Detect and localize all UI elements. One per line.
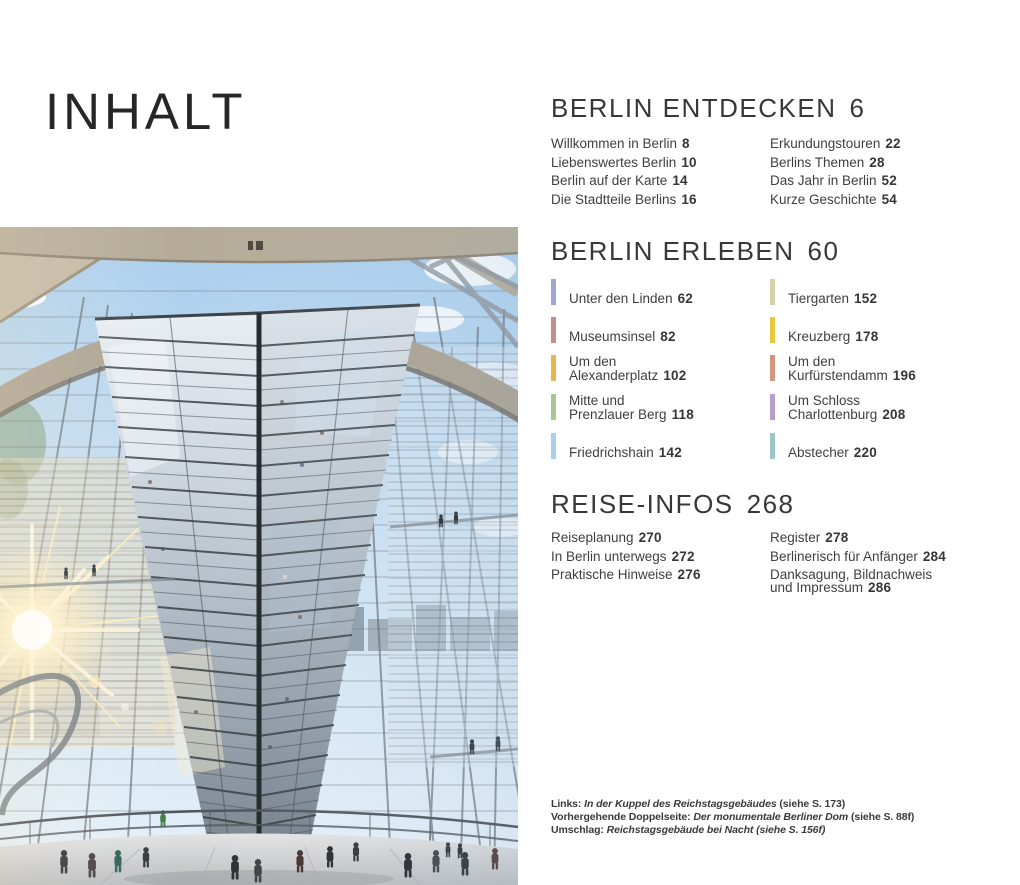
toc-entry-page-number: 196 [892,367,916,383]
toc-entry [770,279,981,305]
toc-entry-page-number: 286 [868,580,892,595]
toc-entry-page-number: 278 [825,530,849,545]
toc-entry-line: Museumsinsel 82 [569,328,676,344]
toc-column [551,279,770,471]
toc-entry-page-number: 54 [881,191,897,207]
chapter-color-bar [551,317,556,343]
toc-entry [551,355,770,382]
toc-entry-line: Kurfürstendamm 196 [788,367,916,383]
toc-entry-line: Um Schloss [788,393,861,408]
toc-entry-page-number: 208 [882,406,906,422]
toc-entry [770,433,981,459]
chapter-color-bar [551,355,556,381]
caption-line: Umschlag: Reichstagsgebäude bei Nacht (siehe S. 156f) [551,824,826,836]
toc-entry-page-number: 272 [671,548,695,564]
caption-line: Vorhergehende Doppelseite: Der monumentale Berliner Dom (siehe S. 88f) [551,811,915,823]
toc-entry-line: Um den [569,354,617,369]
toc-entry-line: Abstecher 220 [788,444,877,460]
toc-entry-label [788,355,916,382]
toc-entry [551,394,770,421]
toc-entry [551,531,770,544]
toc-entry-line: Berlinerisch für Anfänger 284 [770,548,946,564]
caption-line: Links: In der Kuppel des Reichstagsgebäudes (siehe S. 173) [551,798,846,810]
toc-entry-label [569,355,686,382]
toc-entry [770,355,981,382]
toc-entry [770,193,981,206]
chapter-color-bar [770,355,775,381]
toc-entry-page-number: 276 [677,567,701,582]
toc-entry-page-number: 152 [854,290,878,306]
toc-entry-line: Friedrichshain 142 [569,444,682,460]
toc-entry-line: Willkommen in Berlin 8 [551,136,690,151]
toc-entry-page-number: 102 [663,367,687,383]
toc-entry-line: Berlin auf der Karte 14 [551,173,688,188]
toc-entry-line: Um den [788,354,836,369]
toc-entry-line: Die Stadtteile Berlins 16 [551,191,697,207]
toc-entry-line: Praktische Hinweise 276 [551,567,701,582]
toc-entry-label [788,394,905,421]
chapter-color-bar [770,279,775,305]
toc-entry [551,317,770,343]
toc-entry-page-number: 22 [885,136,901,151]
section-heading-label: REISE-INFOS [551,489,734,519]
toc-entry-line: Erkundungstouren 22 [770,136,901,151]
toc-entry [551,174,770,187]
section-page-number: 6 [849,93,866,123]
toc-entry-line: Reiseplanung 270 [551,530,662,545]
toc-entry-page-number: 284 [922,548,946,564]
toc-entry-label [788,317,878,343]
toc-entry-line: Kurze Geschichte 54 [770,191,897,207]
toc-entry-line: In Berlin unterwegs 272 [551,548,695,564]
section-heading [551,95,981,121]
photo-captions [551,798,981,837]
toc-entry [770,531,981,544]
toc-entry-line: und Impressum 286 [770,580,892,595]
toc-entry-page-number: 178 [855,328,879,344]
section-heading-label: BERLIN ERLEBEN [551,236,795,266]
section-page-number: 60 [807,236,840,266]
toc-entry [770,550,981,563]
toc-entry-label [569,394,694,421]
toc-entry-page-number: 270 [638,530,662,545]
toc-entry-label [788,279,877,305]
toc-entry-line: Unter den Linden 62 [569,290,693,306]
toc-entry-label [569,279,693,305]
chapter-color-bar [770,394,775,420]
toc-entry-page-number: 142 [658,444,682,460]
toc-entry [551,137,770,150]
toc-entry-line: Charlottenburg 208 [788,406,906,422]
toc-entry [770,137,981,150]
toc-entry-page-number: 82 [660,328,676,344]
toc-entry-page-number: 14 [672,173,688,188]
toc-entry-page-number: 16 [681,191,697,207]
section-heading-label: BERLIN ENTDECKEN [551,93,837,123]
toc-entry-line: Berlins Themen 28 [770,154,885,170]
toc-entry-line: Register 278 [770,530,849,545]
toc-entry [551,550,770,563]
table-of-contents [551,95,981,600]
toc-column [551,531,770,600]
toc-entry-page-number: 62 [677,290,693,306]
toc-entry-line: Tiergarten 152 [788,290,878,306]
section-heading [551,491,981,517]
section-page-number: 268 [746,489,795,519]
toc-entry [770,156,981,169]
toc-entry-page-number: 118 [671,406,694,422]
toc-entry [551,193,770,206]
toc-entry-label [788,433,877,459]
toc-entry [551,568,770,581]
page-title: INHALT [45,83,247,140]
toc-entry-line: Prenzlauer Berg 118 [569,406,694,422]
reichstag-dome-photo [0,227,518,885]
toc-section-berlin-erleben [551,238,981,471]
chapter-color-bar [770,433,775,459]
toc-entry-line: Liebenswertes Berlin 10 [551,154,697,170]
toc-entry-line: Alexanderplatz 102 [569,367,687,383]
chapter-color-bar [551,279,556,305]
toc-entry [770,174,981,187]
toc-entry [551,279,770,305]
toc-section-berlin-entdecken [551,95,981,211]
toc-entry-line: Das Jahr in Berlin 52 [770,173,897,188]
toc-column [551,137,770,211]
section-heading [551,238,981,264]
toc-entry [770,568,981,594]
toc-column [770,531,981,600]
chapter-color-bar [770,317,775,343]
toc-entry [551,156,770,169]
toc-entry [770,394,981,421]
toc-entry-page-number: 8 [682,136,690,151]
chapter-color-bar [551,433,556,459]
chapter-color-bar [551,394,556,420]
toc-entry [551,433,770,459]
toc-column [770,137,981,211]
toc-entry-label [569,317,676,343]
toc-entry-line: Danksagung, Bildnachweis [770,567,933,582]
toc-entry-page-number: 28 [869,154,885,170]
toc-section-reise-infos [551,491,981,600]
toc-entry-page-number: 52 [881,173,897,188]
toc-entry-line: Mitte und [569,393,625,408]
toc-entry-page-number: 10 [681,154,697,170]
toc-entry [770,317,981,343]
toc-entry-label [569,433,682,459]
toc-entry-page-number: 220 [853,444,877,460]
reichstag-dome-photo-art [0,227,518,885]
toc-entry-line: Kreuzberg 178 [788,328,879,344]
toc-column [770,279,981,471]
